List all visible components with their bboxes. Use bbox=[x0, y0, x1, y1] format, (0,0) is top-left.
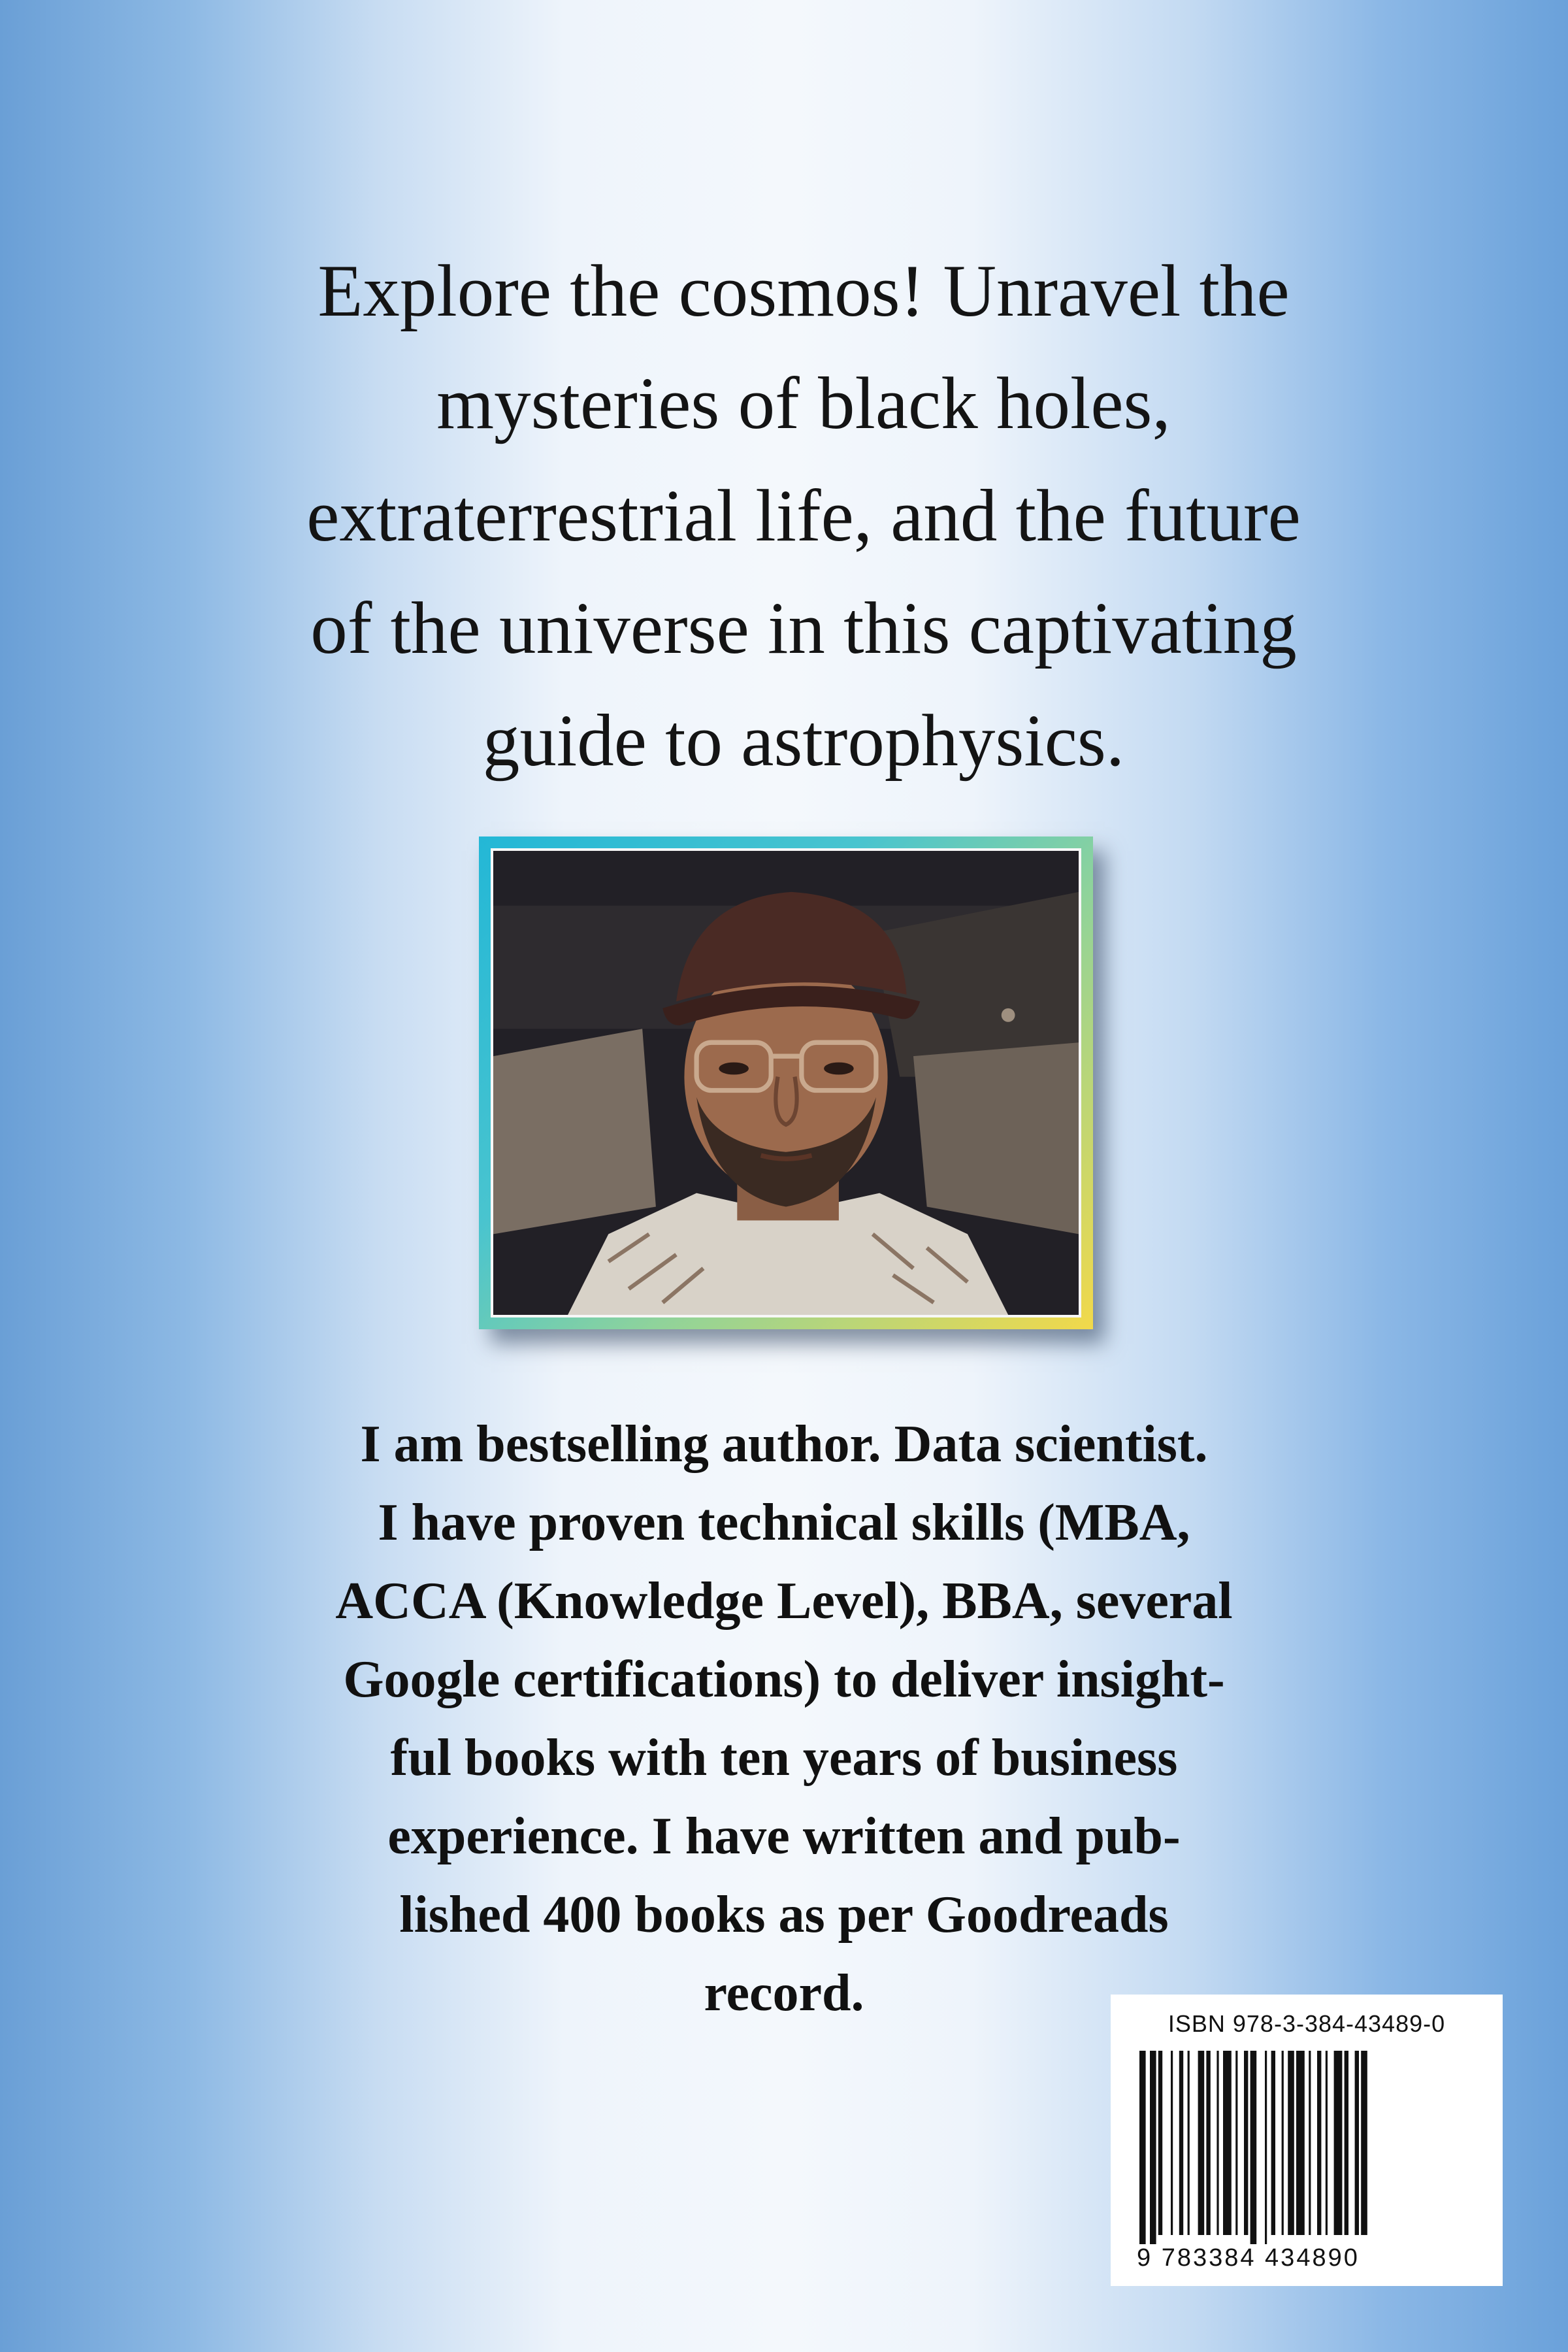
barcode-bar bbox=[1179, 2051, 1183, 2235]
barcode-bar bbox=[1235, 2051, 1237, 2235]
author-bio bbox=[196, 1405, 1372, 2032]
barcode-bar bbox=[1334, 2051, 1343, 2235]
barcode-bar bbox=[1188, 2051, 1190, 2235]
barcode-icon bbox=[1137, 2051, 1477, 2244]
barcode-bar bbox=[1296, 2051, 1305, 2235]
isbn-label: ISBN 978-3-384-43489-0 bbox=[1168, 2010, 1446, 2037]
barcode-bar bbox=[1288, 2051, 1294, 2235]
barcode-bar bbox=[1150, 2051, 1156, 2244]
bio-line: record. bbox=[704, 1964, 864, 2022]
bio-line: ful books with ten years of business bbox=[390, 1729, 1178, 1787]
barcode-bar bbox=[1309, 2051, 1311, 2235]
barcode-bar bbox=[1265, 2051, 1267, 2244]
bio-line: experience. I have written and pub- bbox=[387, 1808, 1181, 1865]
barcode-bar bbox=[1317, 2051, 1321, 2235]
bio-line: I am bestselling author. Data scientist. bbox=[360, 1416, 1208, 1473]
author-photo-frame bbox=[479, 836, 1093, 1329]
blurb-text bbox=[222, 235, 1385, 797]
author-portrait-icon bbox=[493, 851, 1079, 1315]
barcode-bar bbox=[1139, 2051, 1146, 2244]
barcode-bar bbox=[1355, 2051, 1359, 2235]
barcode-bar bbox=[1326, 2051, 1328, 2235]
isbn-barcode-box bbox=[1111, 1995, 1503, 2286]
blurb-line: of the universe in this captivating bbox=[310, 588, 1297, 669]
barcode-bar bbox=[1361, 2051, 1367, 2235]
barcode-bar bbox=[1206, 2051, 1210, 2235]
barcode-bar bbox=[1345, 2051, 1348, 2235]
barcode-bar bbox=[1223, 2051, 1232, 2235]
blurb-line: guide to astrophysics. bbox=[482, 700, 1125, 782]
barcode-bar bbox=[1271, 2051, 1275, 2235]
blurb-line: mysteries of black holes, bbox=[436, 363, 1171, 444]
barcode-bar bbox=[1171, 2051, 1173, 2235]
barcode-bar bbox=[1244, 2051, 1248, 2235]
blurb-line: extraterrestrial life, and the future bbox=[306, 475, 1301, 557]
blurb-line: Explore the cosmos! Unravel the bbox=[318, 250, 1290, 332]
barcode-digits: 9 783384 434890 bbox=[1137, 2244, 1360, 2272]
bio-line: I have proven technical skills (MBA, bbox=[378, 1494, 1190, 1551]
barcode-bar bbox=[1282, 2051, 1284, 2235]
barcode-bar bbox=[1158, 2051, 1162, 2235]
bio-line: lished 400 books as per Goodreads bbox=[399, 1886, 1169, 1944]
barcode-bar bbox=[1198, 2051, 1205, 2235]
author-photo bbox=[491, 848, 1081, 1317]
bio-line: ACCA (Knowledge Level), BBA, several bbox=[335, 1572, 1233, 1630]
barcode-bar bbox=[1217, 2051, 1218, 2235]
barcode-bar bbox=[1250, 2051, 1257, 2244]
bio-line: Google certifications) to deliver insight- bbox=[343, 1651, 1225, 1708]
